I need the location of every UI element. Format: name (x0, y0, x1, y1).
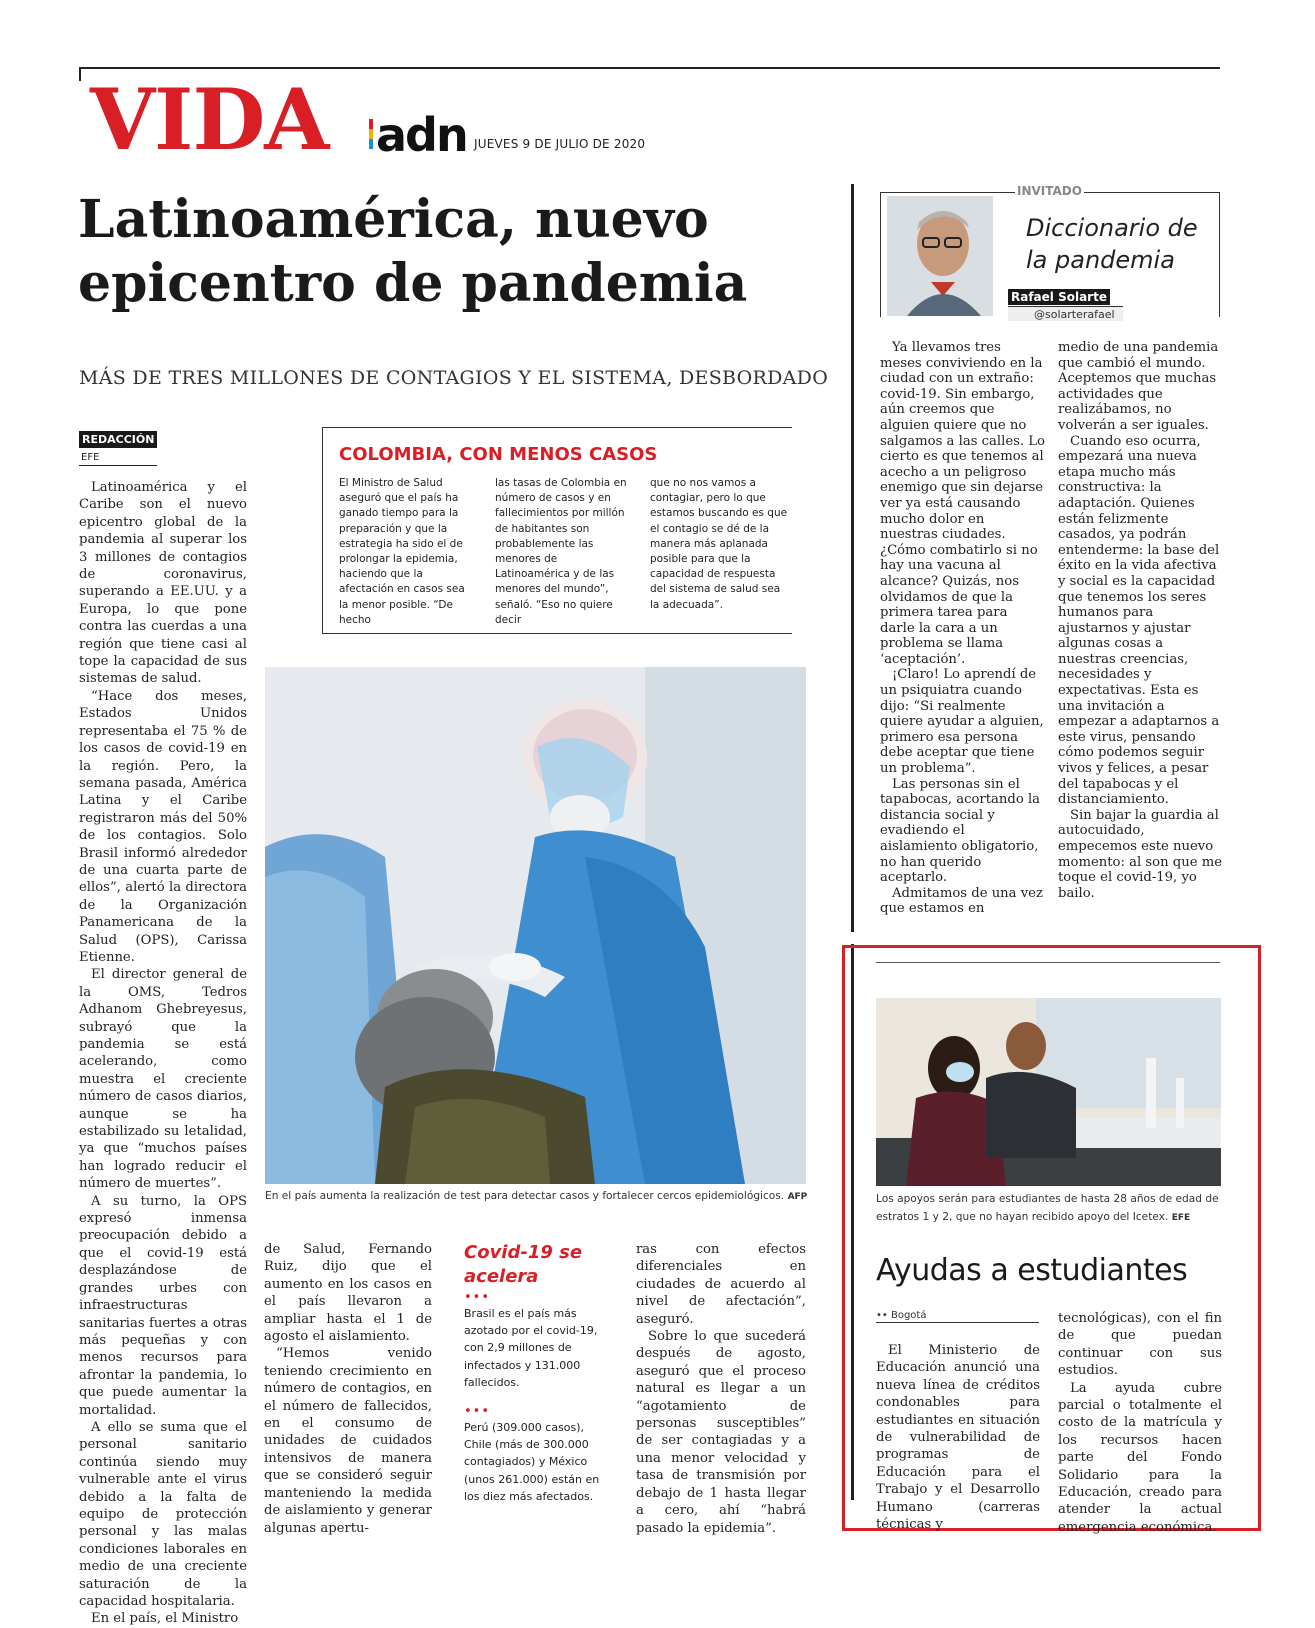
main-photo-caption (265, 1190, 825, 1202)
main-story-column-2 (264, 1241, 432, 1537)
main-headline: Latinoamérica, nuevo epicentro de pandemia (78, 189, 748, 314)
paragraph: En el país, el Ministro (91, 1611, 239, 1627)
section-title: VIDA (90, 70, 329, 169)
main-photo (265, 667, 806, 1184)
brand-logo-text: adn (376, 108, 467, 162)
facts-sidebar (464, 1241, 614, 1505)
main-story-column-1 (79, 479, 247, 1628)
paragraph: Latinoamérica y el Caribe son el nuevo epicentro global de la pandemia al superar los 3 millones de contagios de coronavirus, superando a EE.UU. y a Europa, lo que pone contra las cuerdas a una región que tiene casi al tope la capacidad de sus sistemas de salud. (79, 480, 247, 687)
main-subheadline: MÁS DE TRES MILLONES DE CONTAGIOS Y EL SISTEMA, DESBORDADO (79, 367, 829, 389)
paragraph: La ayuda cubre parcial o totalmente el costo de la matrícula y los recursos hacen parte del Fondo Solidario para la Educación, creado para atender la actual emergencia económica. (1058, 1380, 1222, 1535)
bullet-dots-icon: ••• (464, 1290, 491, 1305)
masthead-rule-tick (79, 67, 81, 81)
students-illustration (876, 998, 1221, 1186)
paragraph: Admitamos de una vez que estamos en (880, 885, 1043, 917)
author-portrait-illustration (887, 196, 993, 316)
byline-source: EFE (79, 450, 157, 466)
caption-text: En el país aumenta la realización de test para detectar casos y fortalecer cercos epidemiológicos. (265, 1190, 785, 1202)
paragraph: medio de una pandemia que cambió el mundo. Aceptemos que muchas actividades que realizábamos, no volverán a ser iguales. (1058, 340, 1219, 433)
main-story-column-3 (636, 1241, 806, 1537)
infobox-column-2: las tasas de Colombia en número de casos y en fallecimientos por millón de habitantes son probablemente las menores de Latinoamérica y de las menores del mundo”, señaló. “Eso no quiere decir (495, 477, 627, 626)
paragraph: El director general de la OMS, Tedros Adhanom Ghebreyesus, subrayó que la pandemia se está acelerando, como muestra el creciente número de casos diarios, aunque se ha estabilizado su letalidad, ya que “muchos países han logrado reducir el número de muertes”. (79, 967, 247, 1192)
story2-title: Ayudas a estudiantes (876, 1253, 1188, 1288)
story2-column-2 (1058, 1310, 1222, 1536)
byline (79, 428, 157, 466)
paragraph: El Ministerio de Educación anunció una nueva línea de créditos condonables para estudiantes en situación de vulnerabilidad de programas de Educación para el Trabajo y el Desarrollo Humano (carreras técnicas y (876, 1343, 1040, 1533)
paragraph: tecnológicas), con el fin de que puedan continuar con sus estudios. (1058, 1311, 1222, 1379)
opinion-author-handle: @solarterafael (1008, 306, 1123, 321)
bullet-dots-icon: ••• (464, 1404, 491, 1420)
author-photo (887, 196, 993, 316)
story2-dateline: •• Bogotá (876, 1310, 1039, 1323)
paragraph: Sobre lo que sucederá después de agosto, aseguró que el proceso natural es llegar a un “agotamiento de personas susceptibles” de ser contagiadas y a una menor velocidad y tasa de transmisión por debajo de 1 hasta llegar a cero, ahí “habrá pasado la epidemia”. (636, 1329, 806, 1536)
column-divider (851, 184, 854, 932)
opinion-title: Diccionario de la pandemia (1026, 214, 1198, 274)
infobox-title: COLOMBIA, CON MENOS CASOS (339, 444, 658, 465)
issue-date: JUEVES 9 DE JULIO DE 2020 (474, 137, 646, 151)
photo-credit: EFE (1171, 1213, 1191, 1223)
paragraph: ¡Claro! Lo aprendí de un psiquiatra cuando dijo: “Si realmente quiere ayudar a alguien, primero esa persona debe aceptar que tiene un problema”. (880, 667, 1044, 777)
story2-photo (876, 998, 1221, 1186)
paragraph: ras con efectos diferenciales en ciudades de acuerdo al nivel de afectación”, aseguró. (636, 1242, 806, 1327)
paragraph: A ello se suma que el personal sanitario continúa siendo muy vulnerable ante el virus debido a la falta de equipo de protección personal y las malas condiciones laborales en medio de una creciente saturación de la capacidad hospitalaria. (79, 1419, 247, 1609)
story2-top-rule (876, 962, 1220, 963)
opinion-column-1 (880, 340, 1045, 917)
paragraph: Cuando eso ocurra, empezará una nueva etapa mucho más constructiva: la adaptación. Quienes están felizmente casados, ya podrán entenderme: la base del éxito en la vida afectiva y social es la capacidad que tenemos los seres humanos para ajustarnos y ajustar algunas cosas a nuestras creencias, necesidades y expectativas. Esta es una invitación a empezar a adaptarnos a este virus, pensando cómo podemos seguir vivos y felices, a pesar del tapabocas y el distanciamiento. (1058, 433, 1220, 808)
infobox-column-1: El Ministro de Salud aseguró que el país ha ganado tiempo para la preparación y que la estrategia ha sido el de prolongar la epidemia, haciendo que la afectación en casos sea la menor posible. “De hecho (339, 477, 465, 626)
opinion-author: Rafael Solarte (1008, 289, 1110, 305)
infobox-column-3: que no nos vamos a contagiar, pero lo que estamos buscando es que el contagio se dé de la manera más aplanada posible para que la capacidad de respuesta del sistema de salud sea la adecuada”. (650, 477, 788, 611)
story2-column-1 (876, 1342, 1040, 1533)
byline-tag: REDACCIÓN (79, 431, 157, 448)
paragraph: Sin bajar la guardia al autocuidado, empecemos este nuevo momento: al son que me toque el covid-19, yo bailo. (1058, 807, 1223, 901)
brand-logo (369, 108, 467, 162)
facts-sidebar-title: Covid-19 se acelera (464, 1242, 583, 1287)
story2-photo-caption (876, 1190, 1221, 1227)
fact-item: Perú (309.000 casos), Chile (más de 300.000 contagiados) y México (unos 261.000) están en los diez más afectados. (464, 1421, 600, 1503)
caption-text: Los apoyos serán para estudiantes de hasta 28 años de edad de estratos 1 y 2, que no hayan recibido apoyo del Icetex. (876, 1193, 1219, 1223)
paragraph: “Hace dos meses, Estados Unidos representaba el 75 % de los casos de covid-19 en la región. Pero, la semana pasada, América Latina y el Caribe registraron más del 50% de los contagios. Solo Brasil informó alrededor de una cuarta parte de ellos”, alertó la directora de la Organización Panamericana de la Salud (OPS), Carissa Etienne. (79, 688, 247, 965)
fact-item: Brasil es el país más azotado por el covid-19, con 2,9 millones de infectados y 131.000 fallecidos. (464, 1307, 598, 1389)
infobox (322, 427, 792, 634)
opinion-label: INVITADO (1017, 184, 1082, 198)
paragraph: Ya llevamos tres meses conviviendo en la ciudad con un extraño: covid-19. Sin embargo, aún creemos que alguien quiere que no salgamos a las calles. Lo cierto es que tenemos al acecho a un peligroso enemigo que sin dejarse ver ya está causando mucho dolor en nuestras ciudades. ¿Cómo combatirlo si no hay una vacuna al alcance? Quizás, nos olvidamos de que la primera tarea para darle la cara a un problema se llama ‘aceptación’. (880, 340, 1045, 667)
paragraph: Las personas sin el tapabocas, acortando la distancia social y evadiendo el aislamiento obligatorio, no han querido aceptarlo. (880, 776, 1041, 886)
opinion-column-2 (1058, 340, 1223, 901)
masthead-rule (79, 67, 1220, 69)
paragraph: de Salud, Fernando Ruiz, dijo que el aumento en los casos en el país llevaron a ampliar hasta el 1 de agosto el aislamiento. (264, 1242, 432, 1345)
paragraph: A su turno, la OPS expresó inmensa preocupación debido a que el covid-19 está desplazándose de grandes urbes con infraestructuras sanitarias fuertes a otras más pequeñas y con menos recursos para afrontar la pandemia, lo que puede aumentar la mortalidad. (79, 1193, 247, 1418)
brand-logo-bar-icon (369, 119, 373, 149)
paragraph: “Hemos venido teniendo crecimiento en número de contagios, en el número de fallecidos, en el consumo de unidades de cuidados intensivos de manera que se consideró seguir manteniendo la medida de aislamiento y generar algunas apertu- (264, 1346, 432, 1536)
photo-credit: AFP (787, 1192, 808, 1202)
health-worker-illustration (265, 667, 806, 1184)
